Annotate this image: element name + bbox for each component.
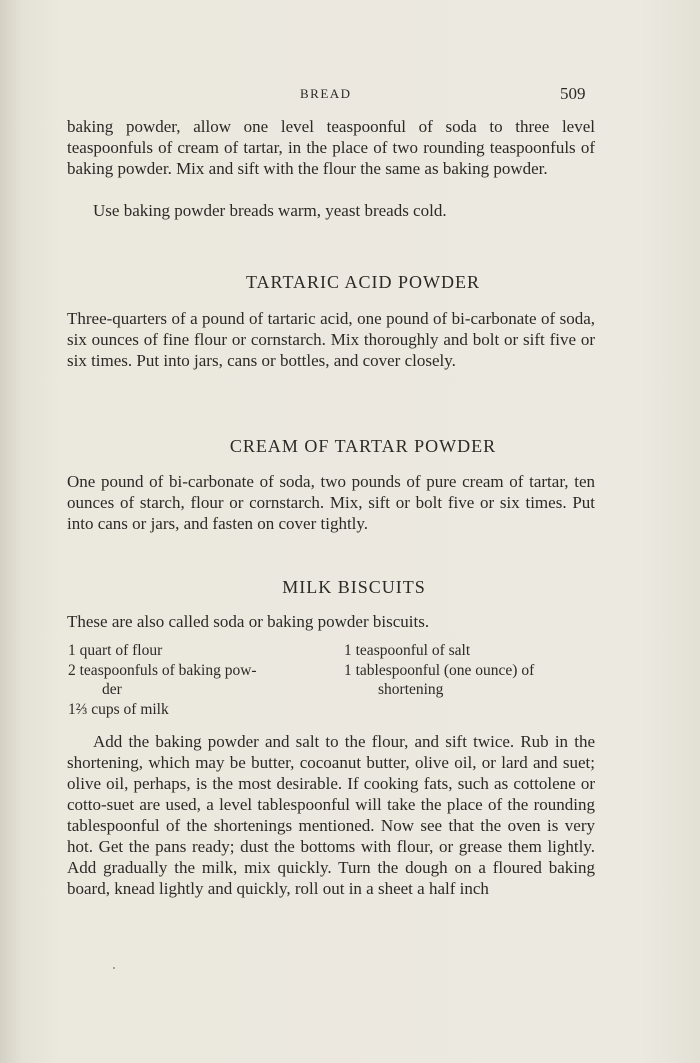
ingredient-item bbox=[68, 700, 330, 720]
intro-paragraph: baking powder, allow one level teaspoonful of soda to three level teaspoonfuls of cream of tartar, in the place of two rounding teaspoonfuls of baking powder. Mix and sift with the flour the same as baking powder. bbox=[67, 117, 595, 178]
cream-heading: CREAM OF TARTAR POWDER bbox=[229, 436, 497, 456]
cream-body: One pound of bi-carbonate of soda, two pounds of pure cream of tartar, ten ounces of starch, flour or cornstarch. Mix, sift or bolt five or six times. Put into cans or jars, and fasten on cover tightly. bbox=[67, 472, 595, 533]
ingredient-item bbox=[68, 641, 330, 661]
ingredient-column-right bbox=[344, 641, 598, 700]
ingredient-text: quart of flour bbox=[79, 642, 163, 659]
tartaric-body: Three-quarters of a pound of tartaric acid, one pound of bi-carbonate of soda, six ounces of fine flour or cornstarch. Mix thoroughly and bolt or sift five or six times. Put into jars, cans or bottles, and cover closely. bbox=[67, 309, 595, 370]
ingredient-text-continued: shortening bbox=[378, 681, 444, 698]
ingredient-item bbox=[344, 661, 598, 700]
paper-speck bbox=[113, 967, 115, 969]
ingredient-item bbox=[68, 661, 330, 700]
ingredient-qty: 2 bbox=[68, 661, 76, 679]
ingredient-text: teaspoonful of salt bbox=[355, 642, 471, 659]
ingredient-qty: 1⅔ bbox=[68, 700, 88, 718]
running-head bbox=[0, 86, 700, 106]
intro-paragraph-2: Use baking powder breads warm, yeast breads cold. bbox=[93, 201, 447, 220]
biscuits-method: Add the baking powder and salt to the flour, and sift twice. Rub in the shortening, which may be butter, cocoanut butter, olive oil, or lard and suet; olive oil, perhaps, is the most desirable. If cooking fats, such as cottolene or cotto-suet are used, a level tablespoonful will take the place of the rounding tablespoonful of the shortenings mentioned. Now see that the oven is very hot. Get the pans ready; dust the bottoms with flour, or grease them lightly. Add gradually the milk, mix quickly. Turn the dough on a floured baking board, knead lightly and quickly, roll out in a sheet a half inch bbox=[67, 732, 595, 898]
ingredient-text: tablespoonful (one ounce) of bbox=[355, 661, 535, 679]
ingredient-text: cups of milk bbox=[91, 700, 169, 718]
running-title: BREAD bbox=[300, 86, 352, 101]
ingredient-qty: 1 bbox=[344, 642, 352, 659]
ingredient-text-continued: der bbox=[102, 681, 122, 698]
biscuits-heading: MILK BISCUITS bbox=[282, 577, 426, 597]
ingredient-qty: 1 bbox=[68, 642, 76, 659]
ingredient-text: teaspoonfuls of baking pow- bbox=[79, 661, 257, 679]
ingredient-item bbox=[344, 641, 598, 661]
ingredient-column-left bbox=[68, 641, 330, 719]
biscuits-intro: These are also called soda or baking powder biscuits. bbox=[67, 612, 430, 631]
page-number: 509 bbox=[560, 84, 586, 103]
tartaric-heading: TARTARIC ACID POWDER bbox=[245, 272, 481, 292]
ingredient-qty: 1 bbox=[344, 661, 352, 679]
